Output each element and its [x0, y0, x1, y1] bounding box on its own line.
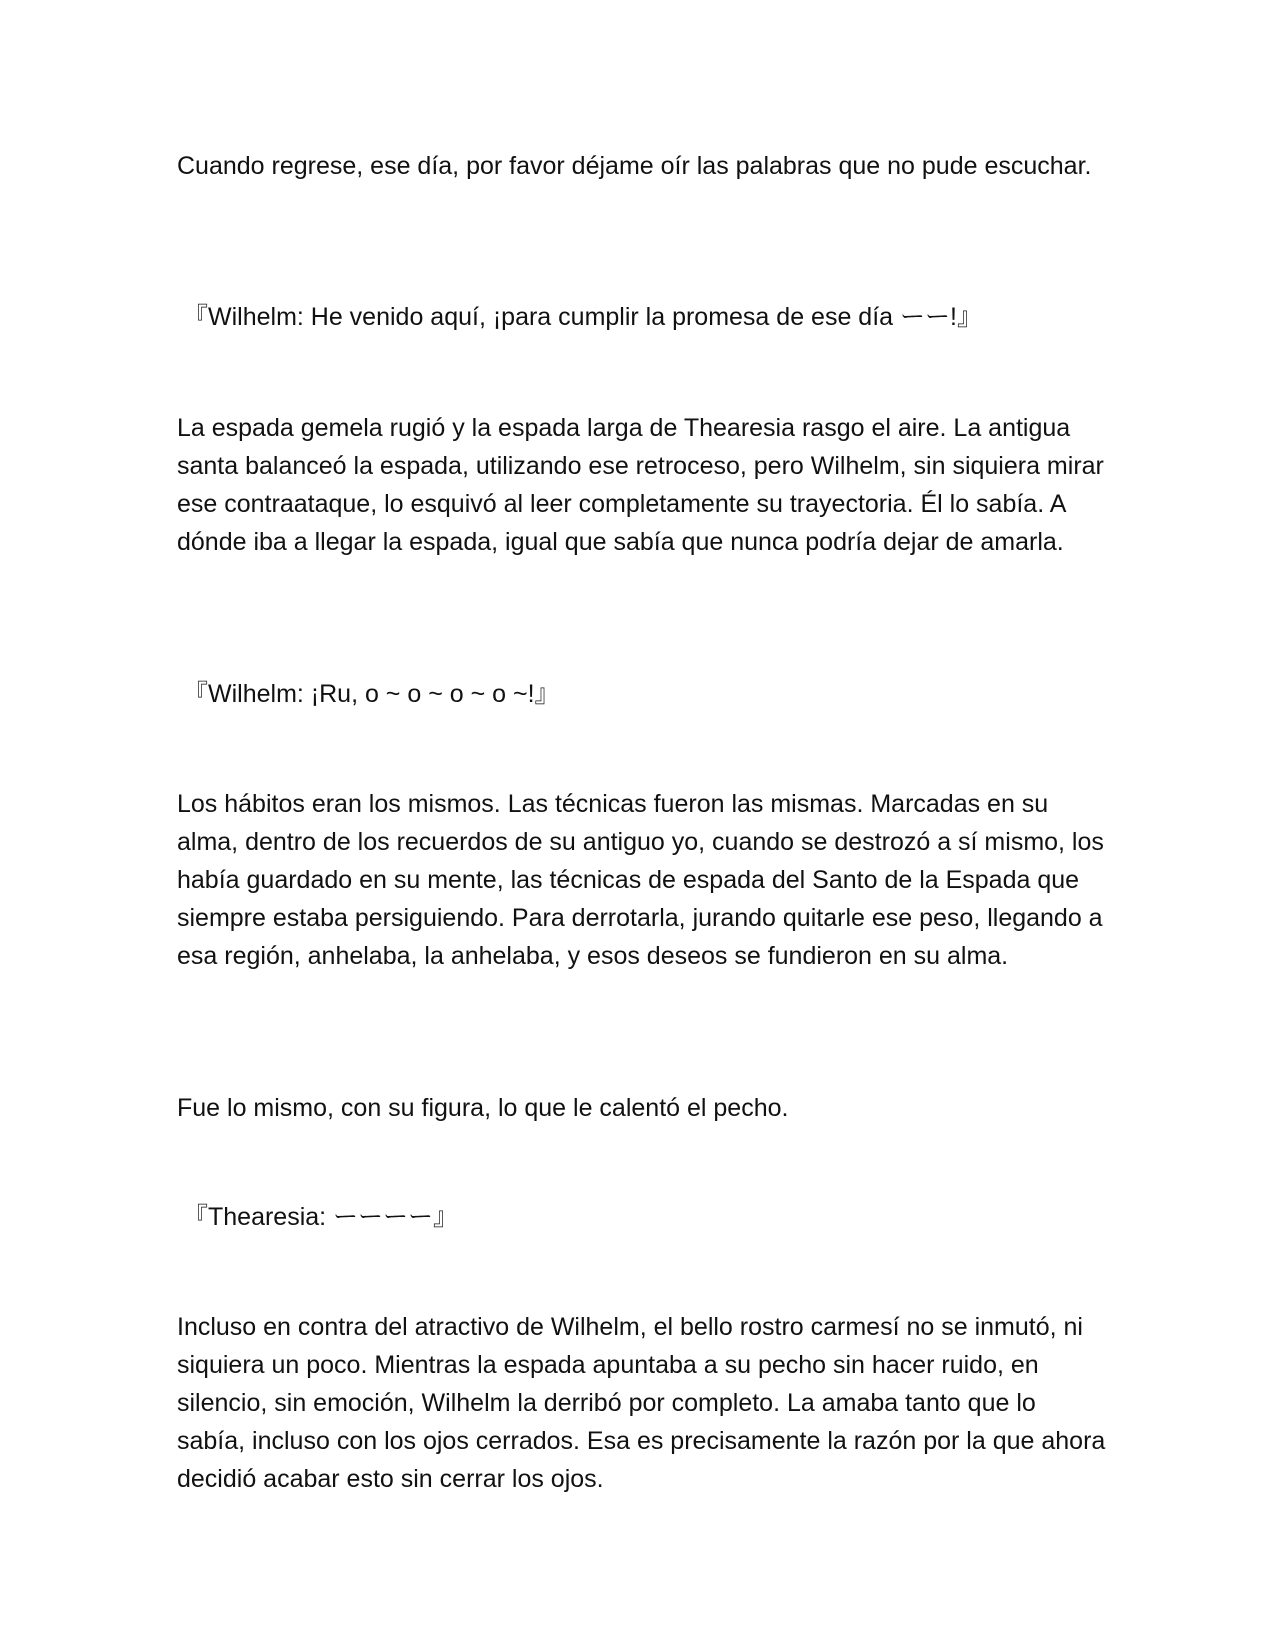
narration-paragraph: Los hábitos eran los mismos. Las técnicas fueron las mismas. Marcadas en su alma, dentro de los recuerdos de su antiguo yo, cuando se destrozó a sí mismo, los había guardado en su mente, las técnicas de espada del Santo de la Espada que siempre estaba persiguiendo. Para derrotarla, jurando quitarle ese peso, llegando a esa región, anhelaba, la anhelaba, y esos deseos se fundieron en su alma. [177, 790, 1104, 970]
narration-paragraph: Fue lo mismo, con su figura, lo que le calentó el pecho. [177, 1094, 789, 1122]
dialogue-line-thearesia: 『Thearesia: ーーーー』 [183, 1203, 459, 1231]
narration-paragraph: Cuando regrese, ese día, por favor déjame oír las palabras que no pude escuchar. [177, 152, 1092, 180]
narration-paragraph: Incluso en contra del atractivo de Wilhelm, el bello rostro carmesí no se inmutó, ni siquiera un poco. Mientras la espada apuntaba a su pecho sin hacer ruido, en silencio, sin emoción, Wilhelm la derribó por completo. La amaba tanto que lo sabía, incluso con los ojos cerrados. Esa es precisamente la razón por la que ahora decidió acabar esto sin cerrar los ojos. [177, 1313, 1106, 1493]
narration-paragraph: La espada gemela rugió y la espada larga de Thearesia rasgo el aire. La antigua santa balanceó la espada, utilizando ese retroceso, pero Wilhelm, sin siquiera mirar ese contraataque, lo esquivó al leer completamente su trayectoria. Él lo sabía. A dónde iba a llegar la espada, igual que sabía que nunca podría dejar de amarla. [177, 414, 1104, 556]
dialogue-line-wilhelm: 『Wilhelm: He venido aquí, ¡para cumplir la promesa de ese día ーー!』 [183, 303, 982, 331]
dialogue-line-wilhelm: 『Wilhelm: ¡Ru, o ~ o ~ o ~ o ~!』 [183, 680, 560, 708]
